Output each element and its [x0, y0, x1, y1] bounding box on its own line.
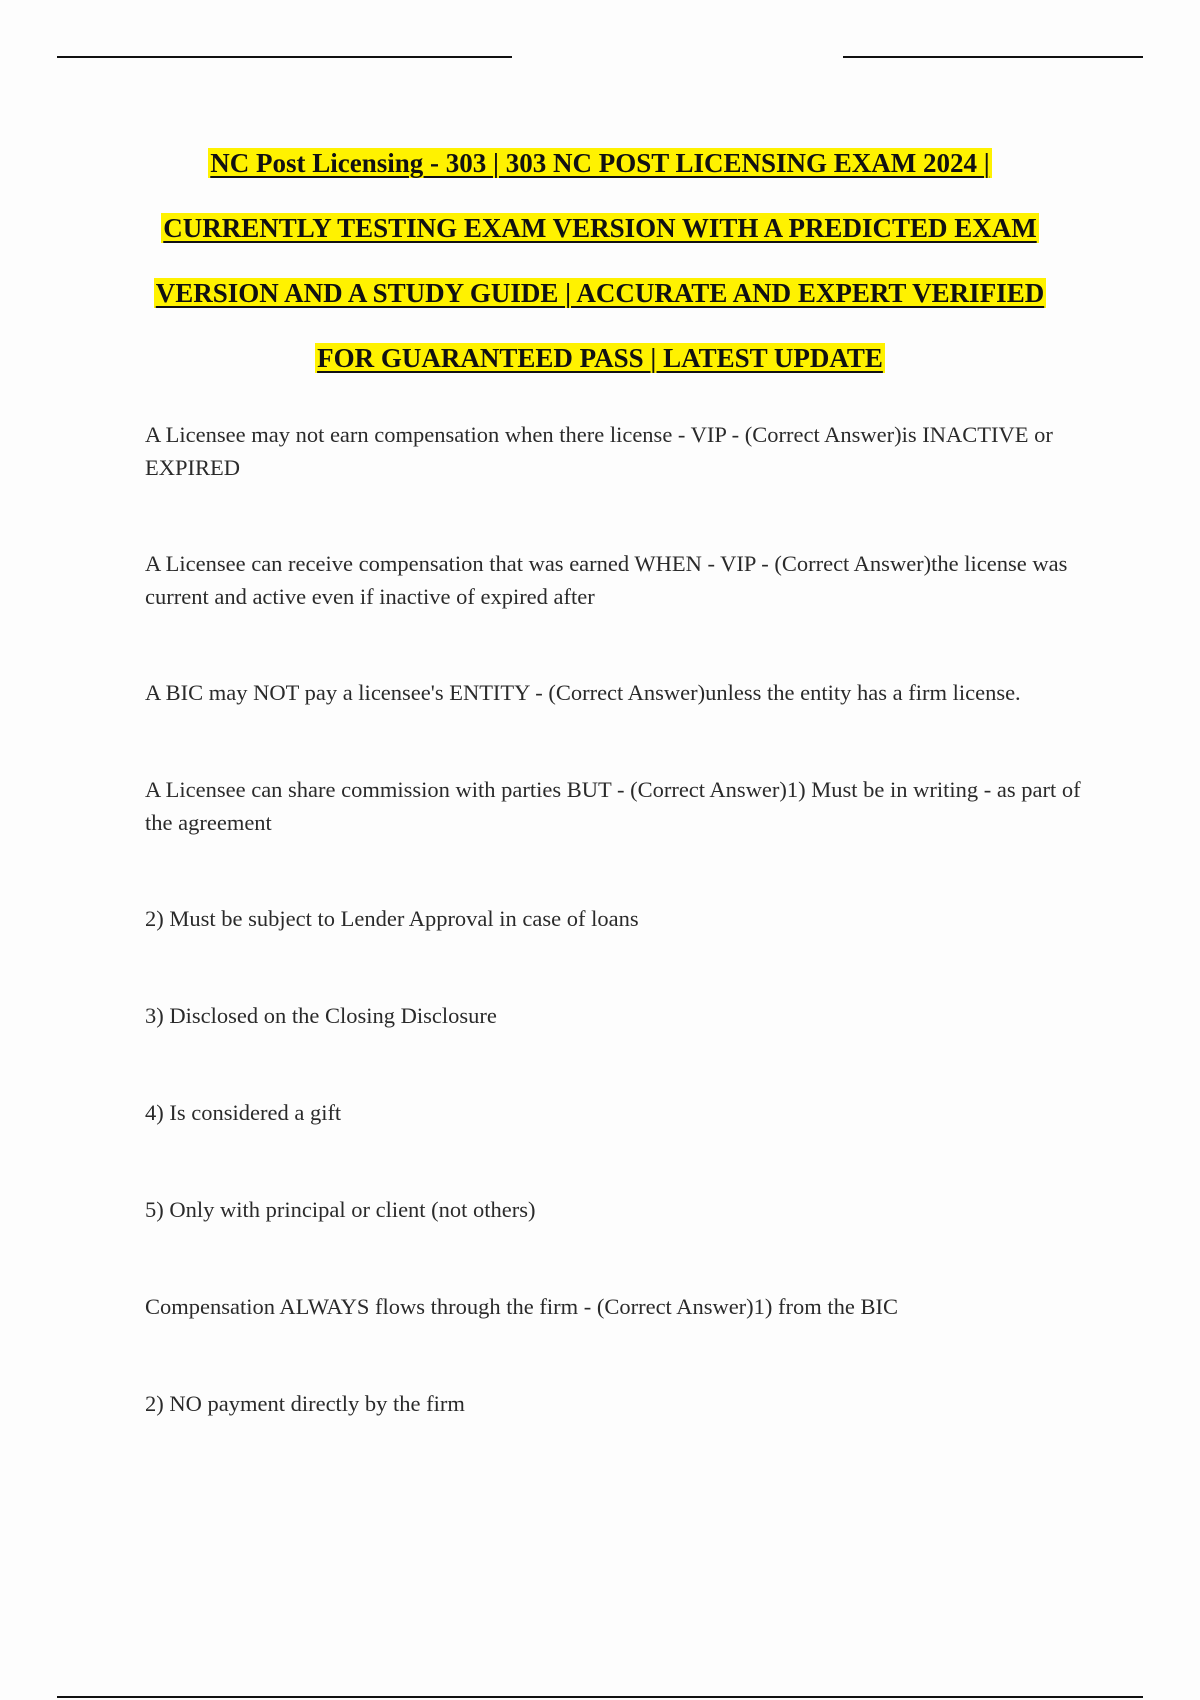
qa-entry: A BIC may NOT pay a licensee's ENTITY - (Correct Answer)unless the entity has a firm license. [145, 680, 1021, 705]
qa-entry: A Licensee can receive compensation that was earned WHEN - VIP - (Correct Answer)the license was current and active even if inactive of expired after [145, 551, 1068, 609]
qa-entry: Compensation ALWAYS flows through the firm - (Correct Answer)1) from the BIC [145, 1294, 899, 1319]
title-line: NC Post Licensing - 303 | 303 NC POST LICENSING EXAM 2024 | [210, 148, 990, 178]
title-line: CURRENTLY TESTING EXAM VERSION WITH A PREDICTED EXAM [163, 213, 1037, 243]
qa-entry: 5) Only with principal or client (not others) [145, 1197, 536, 1222]
header-rule-left [57, 56, 512, 58]
footer-rule [57, 1696, 1143, 1698]
qa-entry: A Licensee can share commission with parties BUT - (Correct Answer)1) Must be in writing - as part of the agreement [145, 777, 1081, 835]
qa-entry: 2) NO payment directly by the firm [145, 1391, 465, 1416]
document-body [145, 418, 1095, 1420]
title-line: VERSION AND A STUDY GUIDE | ACCURATE AND EXPERT VERIFIED [155, 278, 1045, 308]
header-rule-right [843, 56, 1143, 58]
title-line: FOR GUARANTEED PASS | LATEST UPDATE [317, 343, 883, 373]
document-title [100, 140, 1100, 400]
qa-entry: A Licensee may not earn compensation when there license - VIP - (Correct Answer)is INACTIVE or EXPIRED [145, 422, 1053, 480]
qa-entry: 2) Must be subject to Lender Approval in case of loans [145, 906, 639, 931]
qa-entry: 3) Disclosed on the Closing Disclosure [145, 1003, 497, 1028]
qa-entry: 4) Is considered a gift [145, 1100, 342, 1125]
